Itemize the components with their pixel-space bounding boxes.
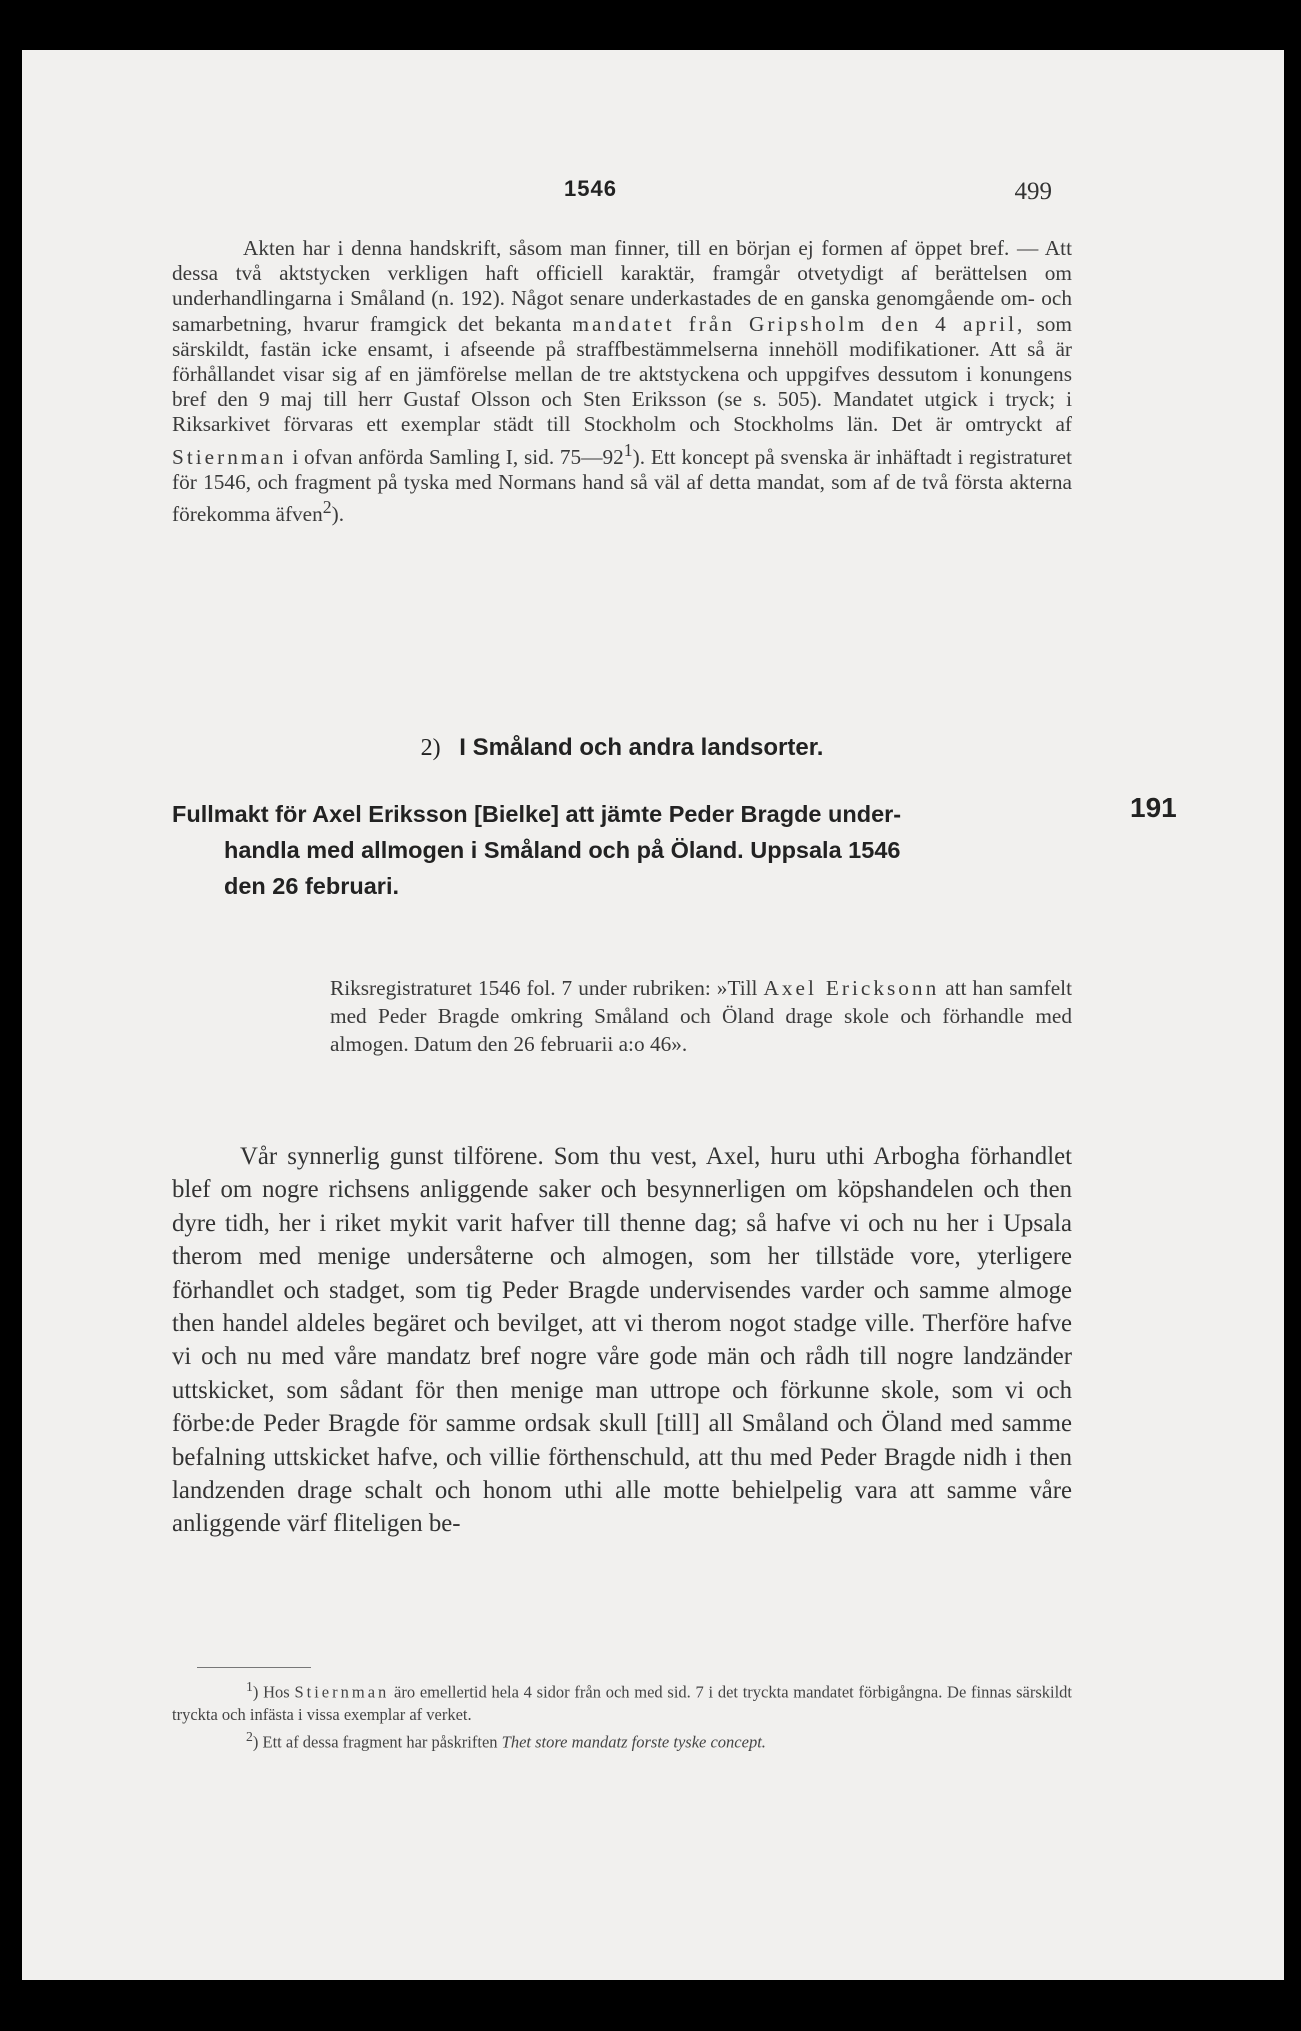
- source-note-text-1: Riksregistraturet 1546 fol. 7 under rubriken: »Till: [330, 976, 758, 1000]
- source-note: [330, 974, 1072, 1059]
- document-title-line-3: den 26 februari.: [224, 873, 399, 899]
- section-heading: [172, 734, 1072, 762]
- page-number: 499: [1014, 178, 1052, 205]
- footnote-1-name: Stiernman: [294, 1682, 390, 1702]
- footnote-1-mark: 1: [246, 1679, 253, 1694]
- footnote-1: [172, 1676, 1072, 1726]
- footnote-ref-2: 2: [322, 497, 332, 518]
- intro-text-3: i ofvan anförda Samling I, sid. 75—92: [292, 444, 624, 469]
- intro-paragraph: [172, 236, 1072, 527]
- scanned-page: [22, 50, 1284, 1980]
- intro-text-1: Akten har i denna handskrift, såsom man finner, till en början ej formen af öppet bref. — Att dessa två aktstycken verkligen haft officiell karaktär, framgår otvetydigt af berättelsen om underhandlingarna i Småland (n. 192). Något senare underkastades de en ganska genomgående om- och samarbetning, hvarur framgick det bekanta: [172, 236, 1072, 336]
- charter-text: [172, 1140, 1072, 1541]
- document-title-line-2: handla med allmogen i Småland och på Öland. Uppsala 1546: [224, 837, 901, 863]
- author-stiernman: Stiernman: [172, 444, 287, 469]
- intro-text-5: ).: [331, 502, 345, 527]
- source-note-text-2: att han samfelt med Peder Bragde omkring Småland och Öland drage skole och förhandle med almogen. Datum den 26 februarii a:o 46».: [330, 976, 1072, 1057]
- document-title: [172, 796, 1092, 904]
- mandate-reference: mandatet från Gripsholm den 4 april,: [572, 311, 1026, 336]
- intro-text-4: ). Ett koncept på svenska är inhäftadt i registraturet för 1546, och fragment på tyska med Normans hand så väl af detta mandat, som af de två första akterna förekomma äfven: [172, 444, 1072, 527]
- footnote-2-mark: 2: [246, 1728, 253, 1744]
- header-year: 1546: [564, 176, 617, 201]
- footnote-2-text-a: ) Ett af dessa fragment har påskriften: [252, 1732, 498, 1751]
- intro-text-2: som särskildt, fastän icke ensamt, i afseende på straffbestämmelserna innehöll modifikationer. Att så är förhållandet visar sig af en jämförelse mellan de tre aktstyckena och uppgifves dessutom i konungens bref den 9 maj till herr Gustaf Olsson och Sten Eriksson (se s. 505). Mandatet utgick i tryck; i Riksarkivet förvaras ett exemplar städt till Stockholm och Stockholms län. Det är omtryckt af: [172, 311, 1072, 437]
- running-header: [172, 176, 1052, 216]
- document-number: 191: [1130, 792, 1177, 823]
- footnote-1-text-a: ) Hos: [252, 1682, 290, 1702]
- charter-paragraph: Vår synnerlig gunst tilförene. Som thu vest, Axel, huru uthi Arbogha förhandlet blef om nogre richsens anliggende saker och besynnerligen om köpshandelen och then dyre tidh, her i riket mykit varit hafver till thenne dag; så hafve vi och nu her i Upsala therom med menige undersåterne och almogen, som her tillstäde vore, yterligere förhandlet och stadget, som tig Peder Bragde undervisendes varder och samme almoge then handel aldeles begäret och bevilget, att vi therom nogot stadge ville. Therföre hafve vi och nu med våre mandatz bref nogre våre gode män och rådh till nogre landzänder uttskicket, som sådant för then menige man uttrope och förkunne skole, som vi och förbe:de Peder Bragde för samme ordsak skull [till] all Småland och Öland med samme befalning uttskicket hafve, och villie förthenschuld, att thu med Peder Bragde nidh i then landzenden drage schalt och honom uthi alle motte behielpelig vara att samme våre anliggende värf fliteligen be-: [172, 1143, 1072, 1538]
- footnote-2-italic: Thet store mandatz forste tyske concept.: [501, 1732, 766, 1751]
- section-title: I Småland och andra landsorter.: [459, 734, 824, 761]
- footnote-divider: [197, 1667, 311, 1668]
- footnote-ref-1: 1: [623, 439, 633, 460]
- document-title-line-1: Fullmakt för Axel Eriksson [Bielke] att jämte Peder Bragde under-: [172, 801, 902, 827]
- source-note-name: Axel Ericksonn: [763, 976, 940, 1000]
- footnote-2: [172, 1726, 1072, 1754]
- section-number: 2): [420, 735, 441, 761]
- footnotes: [172, 1676, 1072, 1753]
- footnote-1-text-b: äro emellertid hela 4 sidor från och med sid. 7 i det tryckta mandatet förbigångna. De finnas särskildt tryckta och infästa i vissa exemplar af verket.: [172, 1682, 1073, 1724]
